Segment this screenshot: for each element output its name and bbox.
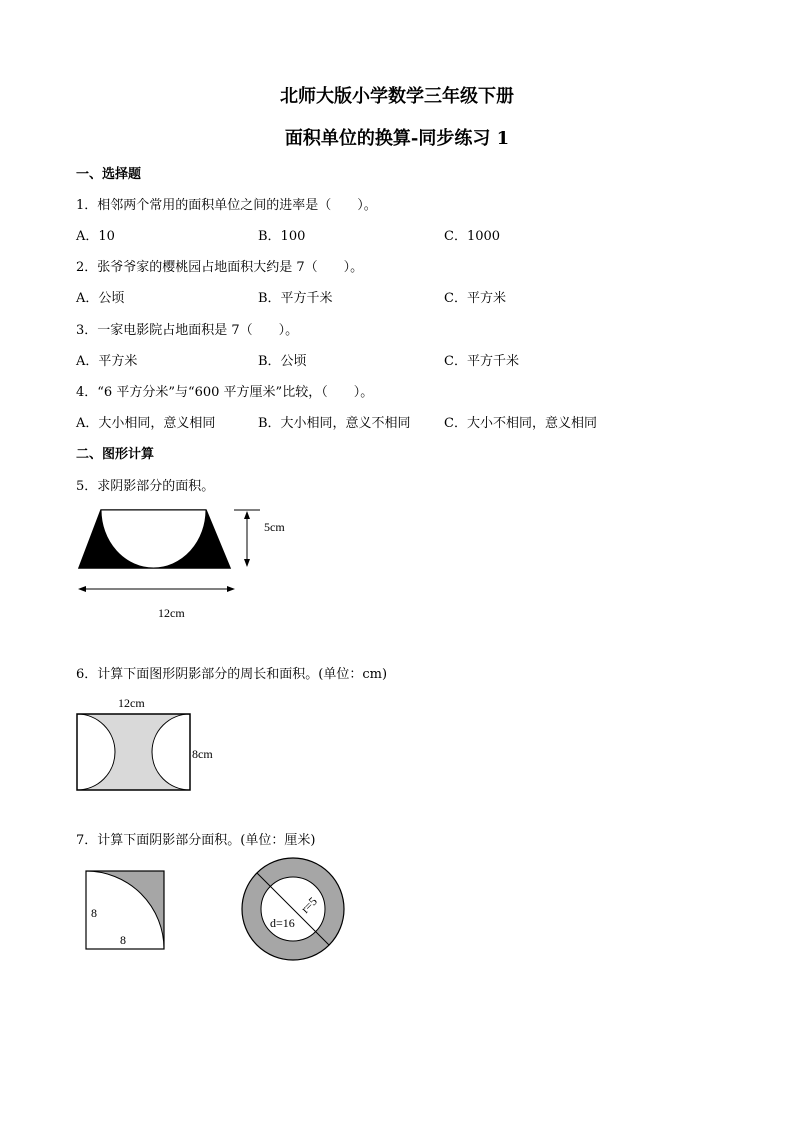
question-2-option-c: C．平方米 — [444, 291, 506, 306]
q5-width-label: 12cm — [158, 606, 185, 620]
question-1-option-a: A．10 — [76, 229, 115, 244]
section-choice-heading: 一、选择题 — [76, 167, 142, 182]
q7-diameter-label: d=16 — [270, 916, 295, 930]
page-title: 北师大版小学数学三年级下册 — [280, 86, 514, 107]
question-4: 4．“6 平方分米”与“600 平方厘米”比较，（ ）。 — [76, 385, 374, 400]
question-3-option-c: C．平方千米 — [444, 354, 519, 369]
q6-width-label: 12cm — [118, 696, 145, 710]
q6-height-label: 8cm — [192, 747, 213, 761]
question-2-option-a: A．公顷 — [76, 291, 125, 306]
question-4-option-b: B．大小相同，意义不相同 — [258, 416, 411, 431]
q5-height-label: 5cm — [264, 520, 285, 534]
q7-square-bottom-label: 8 — [120, 933, 126, 947]
page-subtitle: 面积单位的换算-同步练习 1 — [284, 128, 510, 149]
question-1-option-c: C．1000 — [444, 229, 501, 244]
section-figures-heading: 二、图形计算 — [76, 447, 155, 462]
question-5: 5．求阴影部分的面积。 — [76, 479, 215, 494]
q7-square-left-label: 8 — [91, 906, 97, 920]
q7-radius-label: r=5 — [298, 894, 320, 916]
question-4-option-c: C．大小不相同，意义相同 — [444, 416, 597, 431]
question-1: 1．相邻两个常用的面积单位之间的进率是（ ）。 — [76, 198, 377, 213]
question-3: 3．一家电影院占地面积是 7（ ）。 — [76, 323, 299, 338]
question-2: 2．张爷爷家的樱桃园占地面积大约是 7（ ）。 — [76, 260, 364, 275]
question-3-option-a: A．平方米 — [76, 354, 138, 369]
question-2-option-b: B．平方千米 — [258, 291, 333, 306]
question-4-option-a: A．大小相同，意义相同 — [76, 416, 216, 431]
question-1-option-b: B．100 — [258, 229, 306, 244]
question-6: 6．计算下面图形阴影部分的周长和面积。(单位：cm) — [76, 667, 388, 682]
question-3-option-b: B．公顷 — [258, 354, 307, 369]
question-7: 7．计算下面阴影部分面积。(单位：厘米) — [76, 833, 316, 848]
